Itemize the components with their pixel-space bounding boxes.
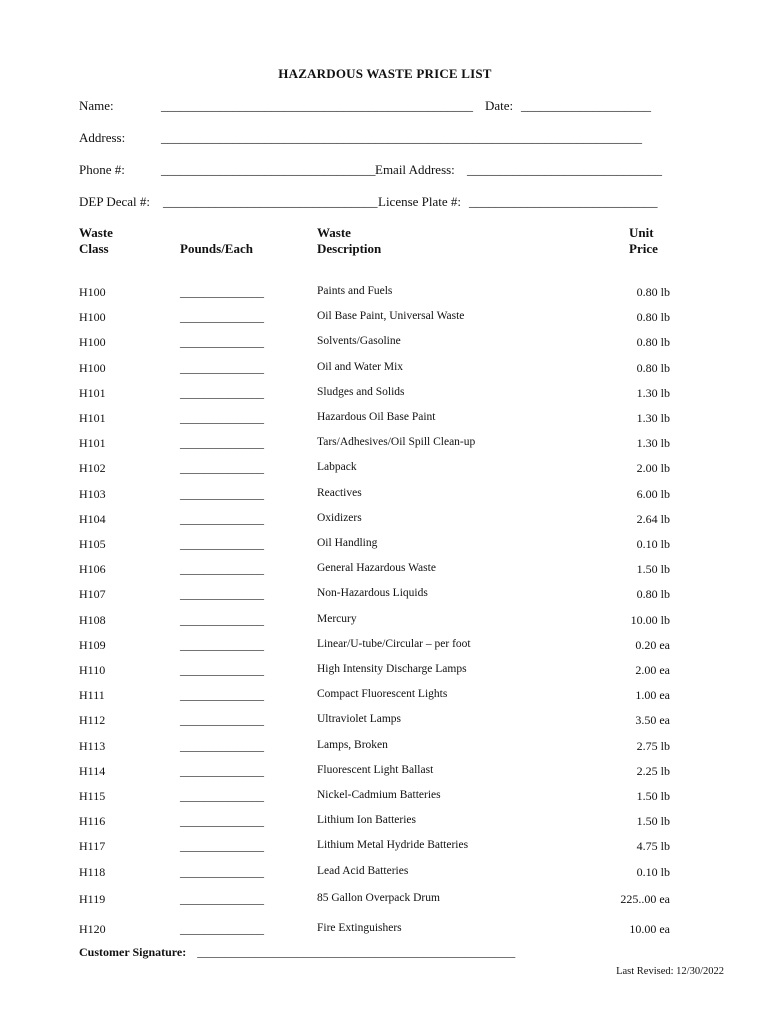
waste-class-cell: H117 <box>79 839 106 854</box>
license-plate-label: License Plate #: <box>378 194 462 209</box>
waste-class-cell: H100 <box>79 360 106 375</box>
waste-description-cell: Linear/U-tube/Circular – per foot <box>317 637 471 650</box>
waste-class-cell: H105 <box>79 537 106 551</box>
waste-description-cell: Lithium Metal Hydride Batteries <box>317 839 469 852</box>
waste-class-cell: H118 <box>79 864 106 879</box>
pounds-each-field[interactable]: ______________ <box>180 385 264 400</box>
waste-description-cell: Nickel-Cadmium Batteries <box>317 789 441 801</box>
unit-price-cell: 1.30 lb <box>636 411 670 425</box>
pounds-each-field[interactable]: ______________ <box>180 285 264 299</box>
table-row <box>0 764 770 782</box>
pounds-each-field[interactable]: ______________ <box>180 713 264 728</box>
unit-price-cell: 0.10 lb <box>636 537 670 551</box>
unit-price-cell: 0.80 lb <box>636 335 670 350</box>
unit-price-cell: 10.00 ea <box>629 922 670 936</box>
header-waste-class: Waste Class <box>79 225 113 256</box>
unit-price-cell: 10.00 lb <box>630 612 670 627</box>
pounds-each-field[interactable]: ______________ <box>180 637 264 652</box>
license-plate-field[interactable]: _____________________________ <box>469 194 658 209</box>
pounds-each-field[interactable]: ______________ <box>180 864 264 879</box>
phone-field[interactable]: _________________________________ <box>161 162 376 177</box>
address-label: Address: <box>79 130 126 145</box>
waste-description-cell: Lamps, Broken <box>317 738 388 751</box>
unit-price-cell: 1.50 lb <box>636 814 670 829</box>
waste-class-cell: H108 <box>79 612 106 627</box>
table-row <box>0 587 770 605</box>
table-row <box>0 663 770 681</box>
pounds-each-field[interactable]: ______________ <box>180 891 264 906</box>
header-unit-price: Unit Price <box>629 225 658 256</box>
header-pounds-each: Pounds/Each <box>180 241 253 256</box>
table-row <box>0 310 770 328</box>
pounds-each-field[interactable]: ______________ <box>180 511 264 526</box>
unit-price-cell: 0.80 lb <box>636 587 670 602</box>
pounds-each-field[interactable]: ______________ <box>180 663 264 677</box>
unit-price-cell: 1.00 ea <box>635 688 670 703</box>
table-row <box>0 461 770 479</box>
waste-class-cell: H114 <box>79 763 106 778</box>
pounds-each-field[interactable]: ______________ <box>180 310 264 325</box>
unit-price-cell: 2.25 lb <box>636 763 670 778</box>
waste-description-cell: Tars/Adhesives/Oil Spill Clean-up <box>317 436 476 449</box>
waste-description-cell: Hazardous Oil Base Paint <box>317 411 436 423</box>
unit-price-cell: 2.75 lb <box>636 738 670 753</box>
waste-description-cell: Compact Fluorescent Lights <box>317 688 448 701</box>
date-field[interactable]: ____________________ <box>521 98 651 113</box>
table-row <box>0 512 770 530</box>
waste-class-cell: H102 <box>79 461 106 476</box>
pounds-each-field[interactable]: ______________ <box>180 335 264 350</box>
table-row <box>0 285 770 303</box>
pounds-each-field[interactable]: ______________ <box>180 763 264 778</box>
waste-description-cell: General Hazardous Waste <box>317 562 436 575</box>
unit-price-cell: 1.30 lb <box>636 436 670 451</box>
unit-price-cell: 0.20 ea <box>635 637 670 652</box>
waste-class-cell: H106 <box>79 562 106 577</box>
table-row <box>0 713 770 731</box>
table-row <box>0 537 770 555</box>
pounds-each-field[interactable]: ______________ <box>180 587 264 602</box>
waste-class-cell: H100 <box>79 310 106 325</box>
pounds-each-field[interactable]: ______________ <box>180 411 264 425</box>
waste-description-cell: Oil and Water Mix <box>317 360 404 373</box>
unit-price-cell: 6.00 lb <box>636 486 670 501</box>
unit-price-cell: 0.80 lb <box>636 360 670 375</box>
waste-class-cell: H113 <box>79 738 106 753</box>
table-row <box>0 688 770 706</box>
table-row <box>0 361 770 379</box>
table-row <box>0 814 770 832</box>
customer-signature <box>79 945 515 960</box>
table-row <box>0 789 770 807</box>
name-label: Name: <box>79 98 114 113</box>
date-label: Date: <box>485 98 514 113</box>
pounds-each-field[interactable]: ______________ <box>180 436 264 451</box>
unit-price-cell: 1.50 lb <box>636 562 670 577</box>
waste-description-cell: Sludges and Solids <box>317 385 405 398</box>
table-row <box>0 386 770 404</box>
waste-description-cell: Fluorescent Light Ballast <box>317 763 434 776</box>
waste-description-cell: Solvents/Gasoline <box>317 335 401 348</box>
waste-class-cell: H109 <box>79 637 106 652</box>
pounds-each-field[interactable]: ______________ <box>180 688 264 703</box>
waste-description-cell: Non-Hazardous Liquids <box>317 587 428 600</box>
waste-class-cell: H120 <box>79 922 106 936</box>
unit-price-cell: 2.64 lb <box>636 511 670 526</box>
table-row <box>0 487 770 505</box>
table-row <box>0 562 770 580</box>
waste-description-cell: Reactives <box>317 486 362 499</box>
pounds-each-field[interactable]: ______________ <box>180 360 264 375</box>
waste-class-cell: H111 <box>79 688 105 703</box>
dep-decal-label: DEP Decal #: <box>79 194 150 209</box>
waste-class-cell: H104 <box>79 511 106 526</box>
pounds-each-field[interactable]: ______________ <box>180 839 264 854</box>
address-field[interactable]: __________________________________________________________________________ <box>161 130 642 145</box>
table-row <box>0 865 770 883</box>
table-row <box>0 638 770 656</box>
pounds-each-field[interactable]: ______________ <box>180 738 264 753</box>
waste-description-cell: Oxidizers <box>317 511 362 524</box>
table-row <box>0 613 770 631</box>
waste-description-cell: Ultraviolet Lamps <box>317 713 401 726</box>
waste-description-cell: Mercury <box>317 612 357 625</box>
phone-label: Phone #: <box>79 162 125 177</box>
unit-price-cell: 0.80 lb <box>636 310 670 325</box>
table-row <box>0 411 770 429</box>
email-label: Email Address: <box>375 162 455 177</box>
pounds-each-field[interactable]: ______________ <box>180 612 264 627</box>
unit-price-cell: 0.80 lb <box>636 285 670 299</box>
waste-class-cell: H103 <box>79 486 106 501</box>
pounds-each-field[interactable]: ______________ <box>180 537 264 551</box>
pounds-each-field[interactable]: ______________ <box>180 461 264 476</box>
unit-price-cell: 0.10 lb <box>636 864 670 879</box>
table-row <box>0 922 770 940</box>
waste-class-cell: H115 <box>79 789 106 803</box>
waste-description-cell: 85 Gallon Overpack Drum <box>317 891 440 904</box>
unit-price-cell: 1.50 lb <box>636 789 670 803</box>
waste-class-cell: H100 <box>79 285 106 299</box>
waste-description-cell: Fire Extinguishers <box>317 922 402 934</box>
waste-class-cell: H116 <box>79 814 106 829</box>
last-revised: Last Revised: 12/30/2022 <box>616 966 724 977</box>
waste-description-cell: Paints and Fuels <box>317 285 393 297</box>
waste-description-cell: Lithium Ion Batteries <box>317 814 417 827</box>
signature-field[interactable]: _____________________________________________________ <box>197 945 516 959</box>
waste-description-cell: Lead Acid Batteries <box>317 864 409 877</box>
table-row <box>0 839 770 857</box>
waste-description-cell: Labpack <box>317 461 357 474</box>
table-row <box>0 436 770 454</box>
table-row <box>0 892 770 910</box>
waste-class-cell: H101 <box>79 411 106 425</box>
waste-class-cell: H101 <box>79 385 106 400</box>
pounds-each-field[interactable]: ______________ <box>180 814 264 829</box>
waste-class-cell: H110 <box>79 663 106 677</box>
unit-price-cell: 3.50 ea <box>635 713 670 728</box>
waste-description-cell: Oil Handling <box>317 537 378 549</box>
unit-price-cell: 1.30 lb <box>636 385 670 400</box>
pounds-each-field[interactable]: ______________ <box>180 486 264 501</box>
unit-price-cell: 2.00 lb <box>636 461 670 476</box>
waste-class-cell: H112 <box>79 713 106 728</box>
waste-class-cell: H101 <box>79 436 106 451</box>
page-title: HAZARDOUS WASTE PRICE LIST <box>278 66 492 81</box>
name-field[interactable]: ________________________________________________ <box>161 98 473 113</box>
waste-description-cell: Oil Base Paint, Universal Waste <box>317 310 465 323</box>
signature-label: Customer Signature: <box>79 945 187 959</box>
waste-class-cell: H107 <box>79 587 106 602</box>
unit-price-cell: 4.75 lb <box>636 839 670 854</box>
waste-class-cell: H119 <box>79 891 106 906</box>
pounds-each-field[interactable]: ______________ <box>180 562 264 577</box>
pounds-each-field[interactable]: ______________ <box>180 789 264 803</box>
waste-description-cell: High Intensity Discharge Lamps <box>317 663 467 675</box>
dep-decal-field[interactable]: _________________________________ <box>163 194 378 209</box>
waste-class-cell: H100 <box>79 335 106 350</box>
unit-price-cell: 225..00 ea <box>620 891 670 906</box>
table-row <box>0 739 770 757</box>
unit-price-cell: 2.00 ea <box>635 663 670 677</box>
email-field[interactable]: ______________________________ <box>467 162 662 177</box>
header-waste-description: Waste Description <box>317 225 382 256</box>
table-row <box>0 335 770 353</box>
pounds-each-field[interactable]: ______________ <box>180 922 264 936</box>
